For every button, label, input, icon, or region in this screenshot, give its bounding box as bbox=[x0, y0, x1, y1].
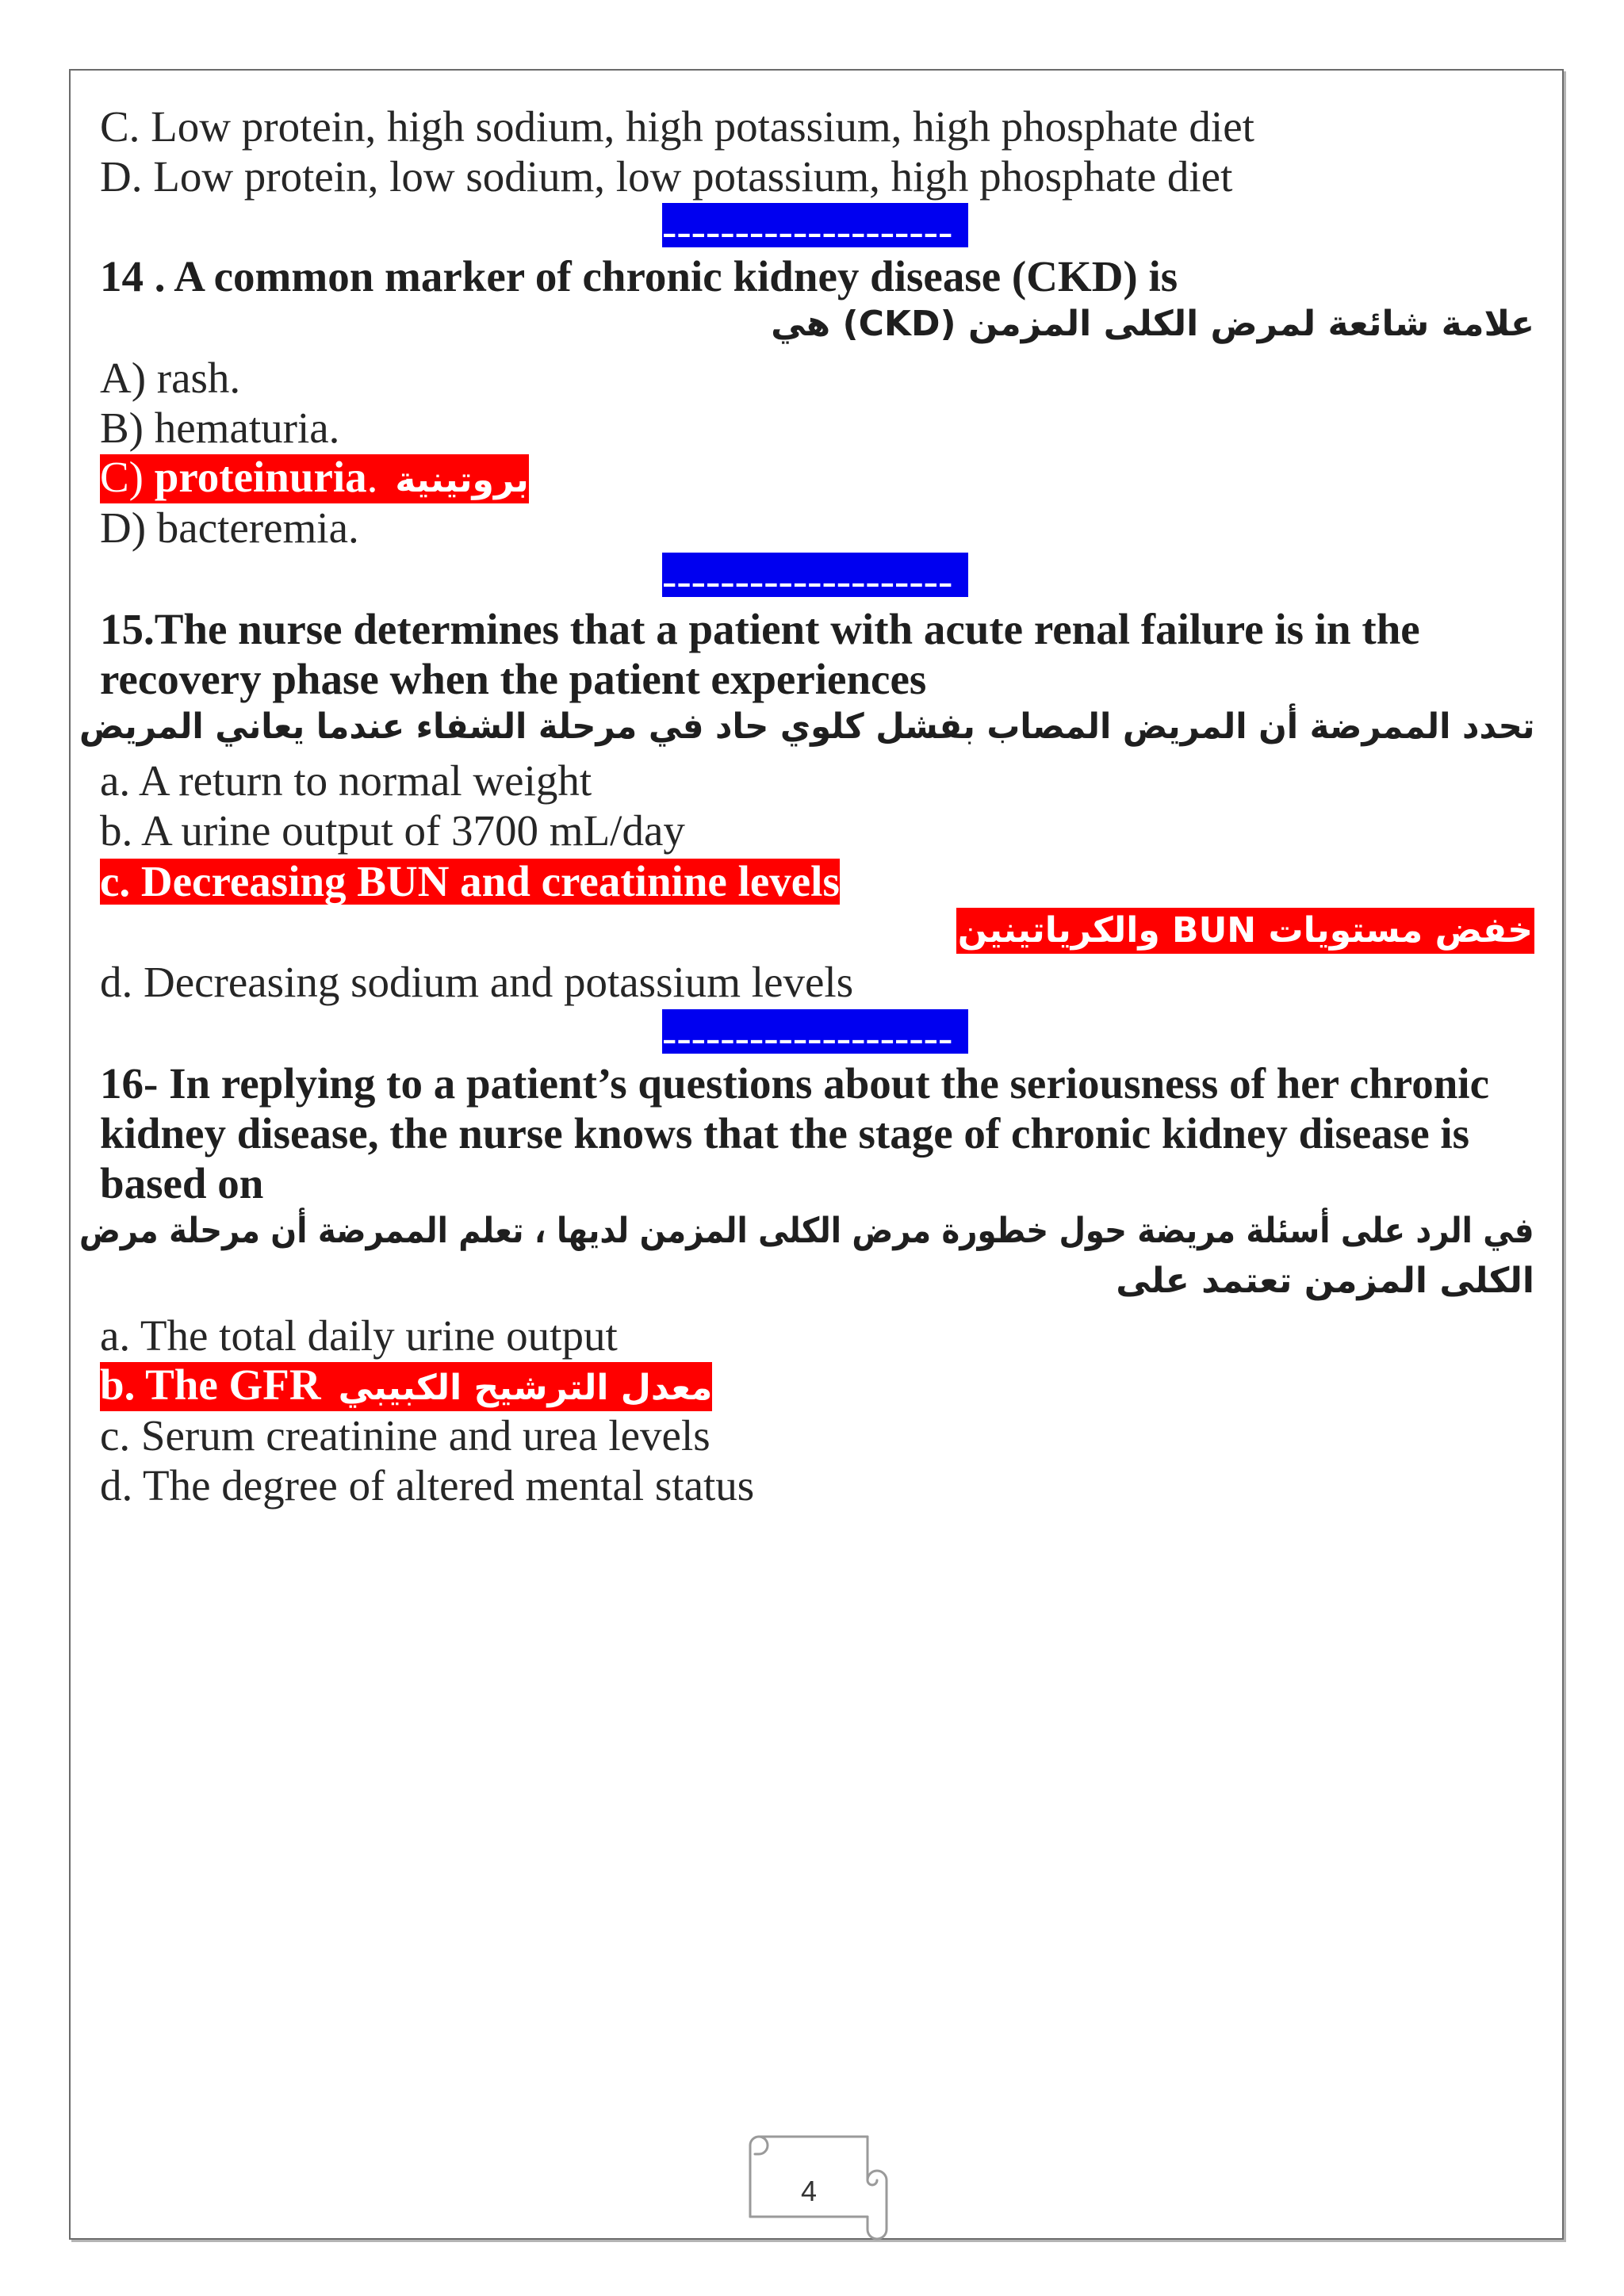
q14-correct-answer-highlight bbox=[100, 454, 529, 503]
separator-dashes: -------------------- bbox=[662, 207, 953, 247]
q15-option-c bbox=[100, 857, 840, 907]
q16-option-c: c. Serum creatinine and urea levels bbox=[100, 1411, 710, 1460]
q15-correct-answer-highlight: c. Decreasing BUN and creatinine levels bbox=[100, 857, 840, 905]
q13-option-c: C. Low protein, high sodium, high potassium, high phosphate diet bbox=[100, 102, 1254, 151]
separator-dashes: -------------------- bbox=[662, 1013, 953, 1054]
q14-option-c-arabic: بروتينية bbox=[395, 460, 529, 500]
q16-option-d: d. The degree of altered mental status bbox=[100, 1461, 755, 1510]
separator-bar bbox=[662, 553, 968, 597]
separator-dashes: -------------------- bbox=[662, 557, 953, 597]
q14-option-c-answer: proteinuria bbox=[154, 453, 367, 501]
page-footer bbox=[741, 2128, 891, 2241]
q15-stem-arabic: تحدد الممرضة أن المريض المصاب بفشل كلوي حاد في مرحلة الشفاء عندما يعاني المريض bbox=[79, 706, 1534, 747]
q16-stem-arabic-line-2: الكلى المزمن تعتمد على bbox=[1116, 1261, 1534, 1301]
separator-bar bbox=[662, 1009, 968, 1054]
q15-option-a: a. A return to normal weight bbox=[100, 756, 592, 805]
q16-option-b bbox=[100, 1360, 712, 1410]
q16-option-b-arabic: معدل الترشيح الكبيبي bbox=[338, 1368, 713, 1408]
q15-option-c-arabic bbox=[956, 906, 1534, 956]
q15-option-b: b. A urine output of 3700 mL/day bbox=[100, 806, 685, 855]
q14-option-c bbox=[100, 453, 529, 503]
q14-option-c-suffix: . bbox=[366, 453, 378, 501]
q14-option-a: A) rash. bbox=[100, 354, 241, 402]
q16-stem-line-1: 16- In replying to a patient’s questions about the seriousness of her chronic bbox=[100, 1059, 1489, 1108]
separator-bar bbox=[662, 203, 968, 247]
q14-stem-arabic: علامة شائعة لمرض الكلى المزمن (CKD) هي bbox=[771, 304, 1534, 344]
scroll-right-curl bbox=[868, 2137, 887, 2239]
scroll-right-inner-curl bbox=[868, 2180, 877, 2185]
q16-stem-line-3: based on bbox=[100, 1159, 264, 1207]
q16-correct-answer-highlight bbox=[100, 1362, 712, 1411]
q16-stem-line-2: kidney disease, the nurse knows that the stage of chronic kidney disease is bbox=[100, 1109, 1470, 1158]
q15-stem-line-2: recovery phase when the patient experiences bbox=[100, 655, 927, 703]
q15-correct-answer-arabic-highlight: خفض مستويات BUN والكرياتينين bbox=[956, 908, 1534, 954]
q14-stem: 14 . A common marker of chronic kidney disease (CKD) is bbox=[100, 252, 1178, 300]
q16-stem-arabic-line-1: في الرد على أسئلة مريضة حول خطورة مرض الكلى المزمن لديها ، تعلم الممرضة أن مرحلة مرض bbox=[79, 1211, 1534, 1251]
page-number: 4 bbox=[800, 2175, 818, 2207]
q16-option-a: a. The total daily urine output bbox=[100, 1311, 618, 1360]
q14-option-b: B) hematuria. bbox=[100, 404, 340, 452]
q15-stem-line-1: 15.The nurse determines that a patient with acute renal failure is in the bbox=[100, 605, 1420, 653]
q14-option-c-prefix: C) bbox=[100, 453, 155, 501]
q13-option-d: D. Low protein, low sodium, low potassium, high phosphate diet bbox=[100, 152, 1233, 201]
q16-option-b-text: b. The GFR bbox=[100, 1360, 321, 1409]
scroll-top-left-curl bbox=[750, 2137, 768, 2154]
q15-option-d: d. Decreasing sodium and potassium levels bbox=[100, 958, 854, 1006]
q14-option-d: D) bacteremia. bbox=[100, 503, 359, 552]
